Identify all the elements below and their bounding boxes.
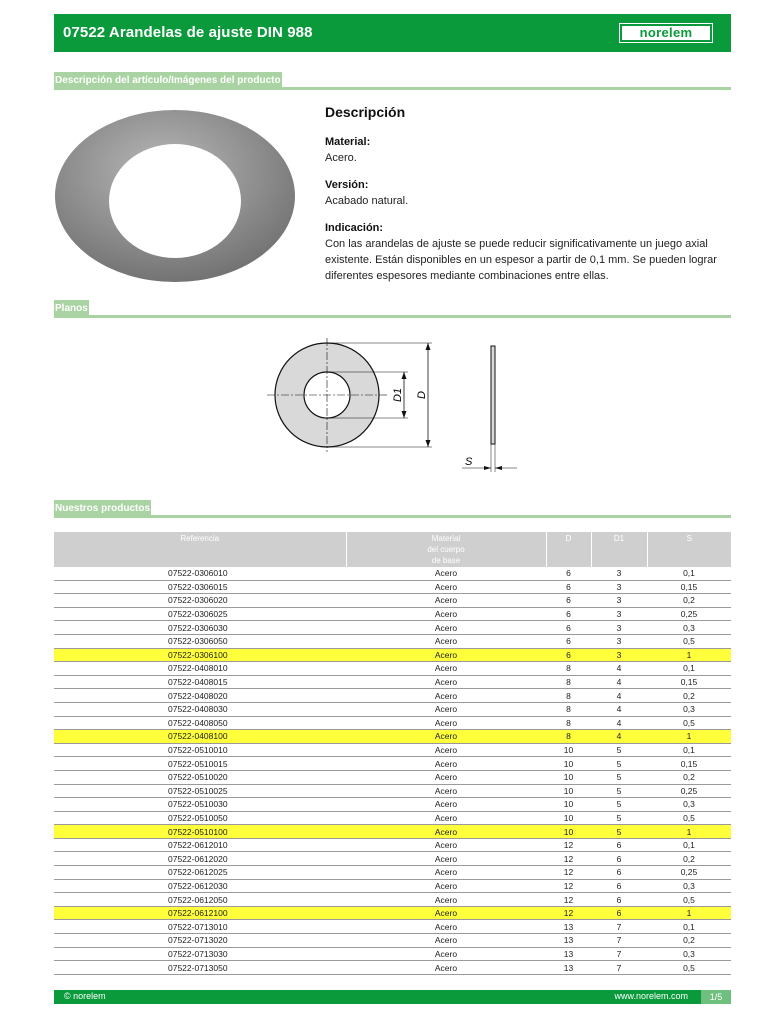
s-label: S bbox=[465, 456, 473, 468]
cell-material: Acero bbox=[346, 811, 546, 825]
table-row bbox=[54, 716, 731, 730]
header-d1: D1 bbox=[591, 532, 647, 567]
cell-ref: 07522-0408100 bbox=[54, 730, 346, 744]
cell-d: 10 bbox=[546, 770, 591, 784]
cell-d1: 7 bbox=[591, 961, 647, 975]
cell-s: 1 bbox=[647, 906, 731, 920]
table-row bbox=[54, 784, 731, 798]
cell-d: 10 bbox=[546, 798, 591, 812]
cell-d: 8 bbox=[546, 662, 591, 676]
cell-s: 1 bbox=[647, 730, 731, 744]
cell-ref: 07522-0713030 bbox=[54, 947, 346, 961]
table-row bbox=[54, 906, 731, 920]
cell-d: 8 bbox=[546, 702, 591, 716]
cell-ref: 07522-0713050 bbox=[54, 961, 346, 975]
cell-s: 0,5 bbox=[647, 961, 731, 975]
cell-s: 0,3 bbox=[647, 947, 731, 961]
section-products bbox=[54, 500, 731, 518]
cell-ref: 07522-0510015 bbox=[54, 757, 346, 771]
cell-material: Acero bbox=[346, 757, 546, 771]
cell-d1: 5 bbox=[591, 743, 647, 757]
d-label: D bbox=[416, 391, 428, 399]
cell-ref: 07522-0612010 bbox=[54, 838, 346, 852]
cell-d1: 7 bbox=[591, 947, 647, 961]
cell-d: 6 bbox=[546, 580, 591, 594]
cell-d1: 5 bbox=[591, 825, 647, 839]
cell-d: 8 bbox=[546, 716, 591, 730]
cell-d1: 6 bbox=[591, 893, 647, 907]
table-row bbox=[54, 648, 731, 662]
page-number: 1/5 bbox=[701, 990, 731, 1004]
cell-material: Acero bbox=[346, 879, 546, 893]
cell-s: 0,5 bbox=[647, 634, 731, 648]
cell-ref: 07522-0510100 bbox=[54, 825, 346, 839]
footer-copyright: © norelem bbox=[64, 991, 106, 1001]
cell-d1: 5 bbox=[591, 784, 647, 798]
cell-d: 6 bbox=[546, 621, 591, 635]
cell-d: 10 bbox=[546, 811, 591, 825]
cell-d1: 6 bbox=[591, 852, 647, 866]
cell-d: 12 bbox=[546, 852, 591, 866]
cell-material: Acero bbox=[346, 634, 546, 648]
cell-s: 0,3 bbox=[647, 702, 731, 716]
cell-d: 13 bbox=[546, 947, 591, 961]
cell-s: 0,2 bbox=[647, 594, 731, 608]
footer-url[interactable]: www.norelem.com bbox=[614, 991, 688, 1001]
description-title: Descripción bbox=[325, 104, 406, 120]
header-material: Material del cuerpo de base bbox=[346, 532, 546, 567]
table-row bbox=[54, 594, 731, 608]
cell-s: 0,5 bbox=[647, 716, 731, 730]
cell-d1: 4 bbox=[591, 689, 647, 703]
cell-ref: 07522-0510010 bbox=[54, 743, 346, 757]
cell-d1: 6 bbox=[591, 879, 647, 893]
cell-d1: 3 bbox=[591, 634, 647, 648]
cell-ref: 07522-0713010 bbox=[54, 920, 346, 934]
cell-s: 0,5 bbox=[647, 811, 731, 825]
cell-d1: 3 bbox=[591, 621, 647, 635]
cell-d: 13 bbox=[546, 934, 591, 948]
cell-s: 0,3 bbox=[647, 798, 731, 812]
table-row bbox=[54, 893, 731, 907]
table-row bbox=[54, 879, 731, 893]
indication-value: Con las arandelas de ajuste se puede reducir significativamente un juego axial existente. Están disponibles en un espesor a partir de 0,1 mm. Se pueden lograr diferentes espesores mediante combinaciones entre ellas. bbox=[325, 238, 717, 282]
section-drawings bbox=[54, 300, 731, 318]
cell-d1: 7 bbox=[591, 934, 647, 948]
table-row bbox=[54, 770, 731, 784]
cell-material: Acero bbox=[346, 798, 546, 812]
table-row bbox=[54, 689, 731, 703]
version-value: Acabado natural. bbox=[325, 195, 409, 207]
cell-s: 0,15 bbox=[647, 675, 731, 689]
logo-text: norelem bbox=[622, 26, 710, 40]
cell-d1: 7 bbox=[591, 920, 647, 934]
cell-d: 10 bbox=[546, 825, 591, 839]
table-row bbox=[54, 798, 731, 812]
cell-material: Acero bbox=[346, 580, 546, 594]
cell-ref: 07522-0408030 bbox=[54, 702, 346, 716]
material-label: Material: bbox=[325, 136, 371, 148]
section-divider bbox=[54, 315, 731, 318]
cell-material: Acero bbox=[346, 607, 546, 621]
cell-d: 12 bbox=[546, 866, 591, 880]
cell-material: Acero bbox=[346, 852, 546, 866]
table-row bbox=[54, 825, 731, 839]
cell-s: 0,2 bbox=[647, 852, 731, 866]
cell-ref: 07522-0612020 bbox=[54, 852, 346, 866]
cell-s: 0,3 bbox=[647, 621, 731, 635]
cell-s: 0,25 bbox=[647, 784, 731, 798]
cell-material: Acero bbox=[346, 906, 546, 920]
cell-s: 0,2 bbox=[647, 770, 731, 784]
table-row bbox=[54, 730, 731, 744]
cell-s: 0,1 bbox=[647, 662, 731, 676]
cell-d: 13 bbox=[546, 961, 591, 975]
cell-material: Acero bbox=[346, 784, 546, 798]
cell-ref: 07522-0510030 bbox=[54, 798, 346, 812]
washer-product-image bbox=[54, 108, 298, 288]
cell-ref: 07522-0510050 bbox=[54, 811, 346, 825]
cell-d: 6 bbox=[546, 648, 591, 662]
cell-s: 0,25 bbox=[647, 866, 731, 880]
section-label: Nuestros productos bbox=[54, 500, 151, 517]
cell-s: 1 bbox=[647, 825, 731, 839]
cell-d1: 6 bbox=[591, 838, 647, 852]
cell-d1: 4 bbox=[591, 675, 647, 689]
cell-ref: 07522-0408020 bbox=[54, 689, 346, 703]
header-s: S bbox=[647, 532, 731, 567]
cell-d: 13 bbox=[546, 920, 591, 934]
cell-ref: 07522-0510025 bbox=[54, 784, 346, 798]
cell-ref: 07522-0306010 bbox=[54, 567, 346, 580]
page-title: 07522 Arandelas de ajuste DIN 988 bbox=[63, 24, 313, 41]
technical-drawing bbox=[262, 338, 526, 480]
table-row bbox=[54, 757, 731, 771]
cell-material: Acero bbox=[346, 689, 546, 703]
cell-material: Acero bbox=[346, 893, 546, 907]
cell-material: Acero bbox=[346, 961, 546, 975]
cell-ref: 07522-0612030 bbox=[54, 879, 346, 893]
cell-d: 8 bbox=[546, 675, 591, 689]
table-body bbox=[54, 567, 731, 974]
cell-d1: 5 bbox=[591, 757, 647, 771]
cell-s: 1 bbox=[647, 648, 731, 662]
table-row bbox=[54, 567, 731, 580]
cell-material: Acero bbox=[346, 730, 546, 744]
products-table bbox=[54, 532, 731, 975]
cell-ref: 07522-0510020 bbox=[54, 770, 346, 784]
cell-d: 10 bbox=[546, 743, 591, 757]
table-row bbox=[54, 961, 731, 975]
table-row bbox=[54, 675, 731, 689]
cell-ref: 07522-0306015 bbox=[54, 580, 346, 594]
cell-s: 0,15 bbox=[647, 757, 731, 771]
cell-ref: 07522-0612100 bbox=[54, 906, 346, 920]
cell-material: Acero bbox=[346, 662, 546, 676]
table-row bbox=[54, 934, 731, 948]
header-ref: Referencia bbox=[54, 532, 346, 567]
cell-d1: 4 bbox=[591, 662, 647, 676]
cell-ref: 07522-0306100 bbox=[54, 648, 346, 662]
cell-ref: 07522-0306030 bbox=[54, 621, 346, 635]
cell-material: Acero bbox=[346, 567, 546, 580]
cell-d1: 3 bbox=[591, 594, 647, 608]
table-row bbox=[54, 662, 731, 676]
header-d: D bbox=[546, 532, 591, 567]
cell-d1: 4 bbox=[591, 730, 647, 744]
cell-ref: 07522-0408010 bbox=[54, 662, 346, 676]
cell-material: Acero bbox=[346, 716, 546, 730]
cell-s: 0,1 bbox=[647, 567, 731, 580]
cell-s: 0,2 bbox=[647, 934, 731, 948]
cell-d1: 5 bbox=[591, 798, 647, 812]
cell-material: Acero bbox=[346, 947, 546, 961]
cell-d1: 3 bbox=[591, 567, 647, 580]
cell-material: Acero bbox=[346, 702, 546, 716]
section-description-images bbox=[54, 72, 731, 90]
table-row bbox=[54, 743, 731, 757]
d1-label: D1 bbox=[392, 387, 404, 403]
section-label: Planos bbox=[54, 300, 89, 317]
cell-d1: 3 bbox=[591, 607, 647, 621]
cell-material: Acero bbox=[346, 648, 546, 662]
section-divider bbox=[54, 515, 731, 518]
cell-s: 0,1 bbox=[647, 743, 731, 757]
section-label: Descripción del artículo/Imágenes del producto bbox=[54, 72, 282, 89]
table-row bbox=[54, 838, 731, 852]
cell-d: 6 bbox=[546, 607, 591, 621]
cell-d1: 5 bbox=[591, 770, 647, 784]
table-header-row bbox=[54, 532, 731, 567]
cell-d1: 4 bbox=[591, 716, 647, 730]
cell-d1: 3 bbox=[591, 648, 647, 662]
table-row bbox=[54, 607, 731, 621]
cell-ref: 07522-0408050 bbox=[54, 716, 346, 730]
cell-d: 10 bbox=[546, 784, 591, 798]
cell-ref: 07522-0408015 bbox=[54, 675, 346, 689]
cell-material: Acero bbox=[346, 743, 546, 757]
cell-s: 0,1 bbox=[647, 920, 731, 934]
washer-side-view bbox=[491, 346, 495, 444]
indication-label: Indicación: bbox=[325, 222, 384, 234]
material-value: Acero. bbox=[325, 152, 357, 164]
cell-d: 6 bbox=[546, 594, 591, 608]
table-row bbox=[54, 811, 731, 825]
cell-material: Acero bbox=[346, 621, 546, 635]
table-row bbox=[54, 634, 731, 648]
cell-d: 6 bbox=[546, 634, 591, 648]
table-row bbox=[54, 580, 731, 594]
cell-material: Acero bbox=[346, 934, 546, 948]
cell-s: 0,15 bbox=[647, 580, 731, 594]
cell-s: 0,25 bbox=[647, 607, 731, 621]
section-divider bbox=[54, 87, 731, 90]
cell-ref: 07522-0713020 bbox=[54, 934, 346, 948]
version-label: Versión: bbox=[325, 179, 369, 191]
footer-bar bbox=[54, 990, 731, 1004]
cell-s: 0,5 bbox=[647, 893, 731, 907]
cell-d: 12 bbox=[546, 838, 591, 852]
cell-material: Acero bbox=[346, 920, 546, 934]
cell-ref: 07522-0306025 bbox=[54, 607, 346, 621]
cell-s: 0,1 bbox=[647, 838, 731, 852]
cell-ref: 07522-0612025 bbox=[54, 866, 346, 880]
cell-material: Acero bbox=[346, 675, 546, 689]
cell-material: Acero bbox=[346, 594, 546, 608]
cell-d: 6 bbox=[546, 567, 591, 580]
description-block bbox=[325, 104, 725, 295]
cell-s: 0,3 bbox=[647, 879, 731, 893]
table-row bbox=[54, 852, 731, 866]
cell-d1: 6 bbox=[591, 866, 647, 880]
cell-d1: 6 bbox=[591, 906, 647, 920]
cell-s: 0,2 bbox=[647, 689, 731, 703]
cell-ref: 07522-0612050 bbox=[54, 893, 346, 907]
norelem-logo bbox=[619, 23, 713, 43]
cell-d: 12 bbox=[546, 893, 591, 907]
header-bar bbox=[54, 14, 731, 52]
cell-d1: 5 bbox=[591, 811, 647, 825]
cell-material: Acero bbox=[346, 825, 546, 839]
table-row bbox=[54, 866, 731, 880]
table-row bbox=[54, 621, 731, 635]
cell-d1: 3 bbox=[591, 580, 647, 594]
cell-d: 10 bbox=[546, 757, 591, 771]
table-row bbox=[54, 947, 731, 961]
table-row bbox=[54, 702, 731, 716]
cell-material: Acero bbox=[346, 866, 546, 880]
cell-ref: 07522-0306020 bbox=[54, 594, 346, 608]
cell-ref: 07522-0306050 bbox=[54, 634, 346, 648]
cell-d1: 4 bbox=[591, 702, 647, 716]
cell-d: 12 bbox=[546, 879, 591, 893]
table-row bbox=[54, 920, 731, 934]
cell-d: 8 bbox=[546, 689, 591, 703]
cell-material: Acero bbox=[346, 838, 546, 852]
cell-material: Acero bbox=[346, 770, 546, 784]
cell-d: 8 bbox=[546, 730, 591, 744]
cell-d: 12 bbox=[546, 906, 591, 920]
